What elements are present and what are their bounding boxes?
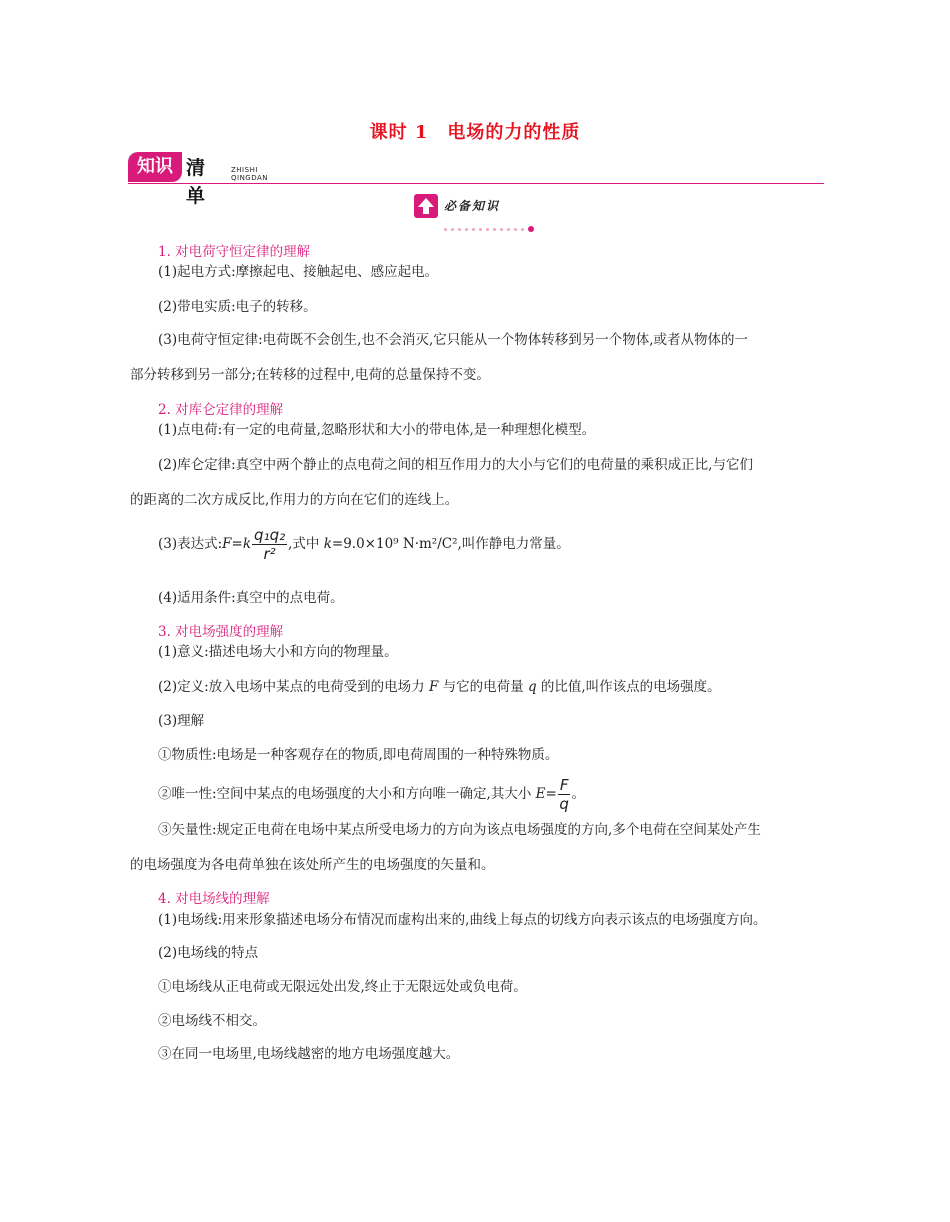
paragraph: (1)意义:描述电场大小和方向的物理量。 xyxy=(158,644,398,660)
field-fraction xyxy=(558,776,571,813)
list-item: ①电场线从正电荷或无限远处出发,终止于无限远处或负电荷。 xyxy=(158,979,527,995)
banner-divider xyxy=(128,183,824,184)
fraction-numerator: q₁q₂ xyxy=(254,526,286,544)
var-E: E xyxy=(535,786,546,802)
formula-mid: ,式中 xyxy=(288,536,324,552)
text-segment: 与它的电荷量 xyxy=(438,679,528,695)
up-arrow-icon xyxy=(414,194,438,218)
section-heading-1: 1. 对电荷守恒定律的理解 xyxy=(158,244,311,260)
paragraph: (1)电场线:用来形象描述电场分布情况而虚构出来的,曲线上每点的切线方向表示该点的电场强度方向。 xyxy=(158,912,767,928)
page-title: 课时 1 电场的力的性质 xyxy=(369,122,581,143)
fraction-denominator: q xyxy=(559,795,569,813)
fraction-numerator: F xyxy=(559,776,569,794)
list-item-continuation: 的电场强度为各电荷单独在该处所产生的电场强度的矢量和。 xyxy=(130,857,495,873)
text-segment: 的比值,叫作该点的电场强度。 xyxy=(536,679,721,695)
text-segment: (2)定义:放入电场中某点的电荷受到的电场力 xyxy=(158,679,429,695)
equals-sign: = xyxy=(231,536,243,552)
paragraph: (2)电场线的特点 xyxy=(158,945,259,961)
var-k: k xyxy=(323,536,332,552)
banner-tag-secondary: 清单 xyxy=(186,157,206,207)
paragraph: (4)适用条件:真空中的点电荷。 xyxy=(158,590,344,606)
paragraph-definition xyxy=(158,677,721,697)
equals-sign: = xyxy=(545,786,557,802)
list-item: ①物质性:电场是一种客观存在的物质,即电荷周围的一种特殊物质。 xyxy=(158,747,559,763)
paragraph: (1)点电荷:有一定的电荷量,忽略形状和大小的带电体,是一种理想化模型。 xyxy=(158,422,596,438)
fraction-denominator: r² xyxy=(263,545,276,563)
text-segment: 。 xyxy=(571,786,585,802)
paragraph: (3)理解 xyxy=(158,713,205,729)
section-heading-2: 2. 对库仑定律的理解 xyxy=(158,402,284,418)
paragraph: (1)起电方式:摩擦起电、接触起电、感应起电。 xyxy=(158,264,439,280)
var-F: F xyxy=(222,536,232,552)
coulomb-fraction xyxy=(252,526,287,563)
section-heading-4: 4. 对电场线的理解 xyxy=(158,891,270,907)
section-heading-3: 3. 对电场强度的理解 xyxy=(158,624,284,640)
k-value: =9.0×10⁹ N·m²/C²,叫作静电力常量。 xyxy=(331,536,570,552)
paragraph-continuation: 的距离的二次方成反比,作用力的方向在它们的连线上。 xyxy=(130,492,459,508)
text-segment: ②唯一性:空间中某点的电场强度的大小和方向唯一确定,其大小 xyxy=(158,786,536,802)
list-item: ③在同一电场里,电场线越密的地方电场强度越大。 xyxy=(158,1046,460,1062)
formula-line-coulomb xyxy=(158,526,570,563)
paragraph: (2)带电实质:电子的转移。 xyxy=(158,299,317,315)
decorative-dots xyxy=(444,216,538,235)
paragraph: (3)电荷守恒定律:电荷既不会创生,也不会消灭,它只能从一个物体转移到另一个物体,或者从物体的一 xyxy=(158,332,749,348)
formula-prefix: (3)表达式: xyxy=(158,536,223,552)
paragraph: (2)库仑定律:真空中两个静止的点电荷之间的相互作用力的大小与它们的电荷量的乘积成正比,与它们 xyxy=(158,457,753,473)
var-q: q xyxy=(527,679,537,695)
var-k: k xyxy=(242,536,252,552)
banner-tag: 知识 xyxy=(128,152,182,182)
list-item: ③矢量性:规定正电荷在电场中某点所受电场力的方向为该点电场强度的方向,多个电荷在空间某处产生 xyxy=(158,822,761,838)
subsection-label: 必备知识 xyxy=(444,199,501,213)
list-item-formula xyxy=(158,776,585,813)
list-item: ②电场线不相交。 xyxy=(158,1013,266,1029)
paragraph-continuation: 部分转移到另一部分;在转移的过程中,电荷的总量保持不变。 xyxy=(130,367,490,383)
var-F: F xyxy=(428,679,439,695)
banner-pinyin: ZHISHI QINGDAN xyxy=(231,166,269,182)
